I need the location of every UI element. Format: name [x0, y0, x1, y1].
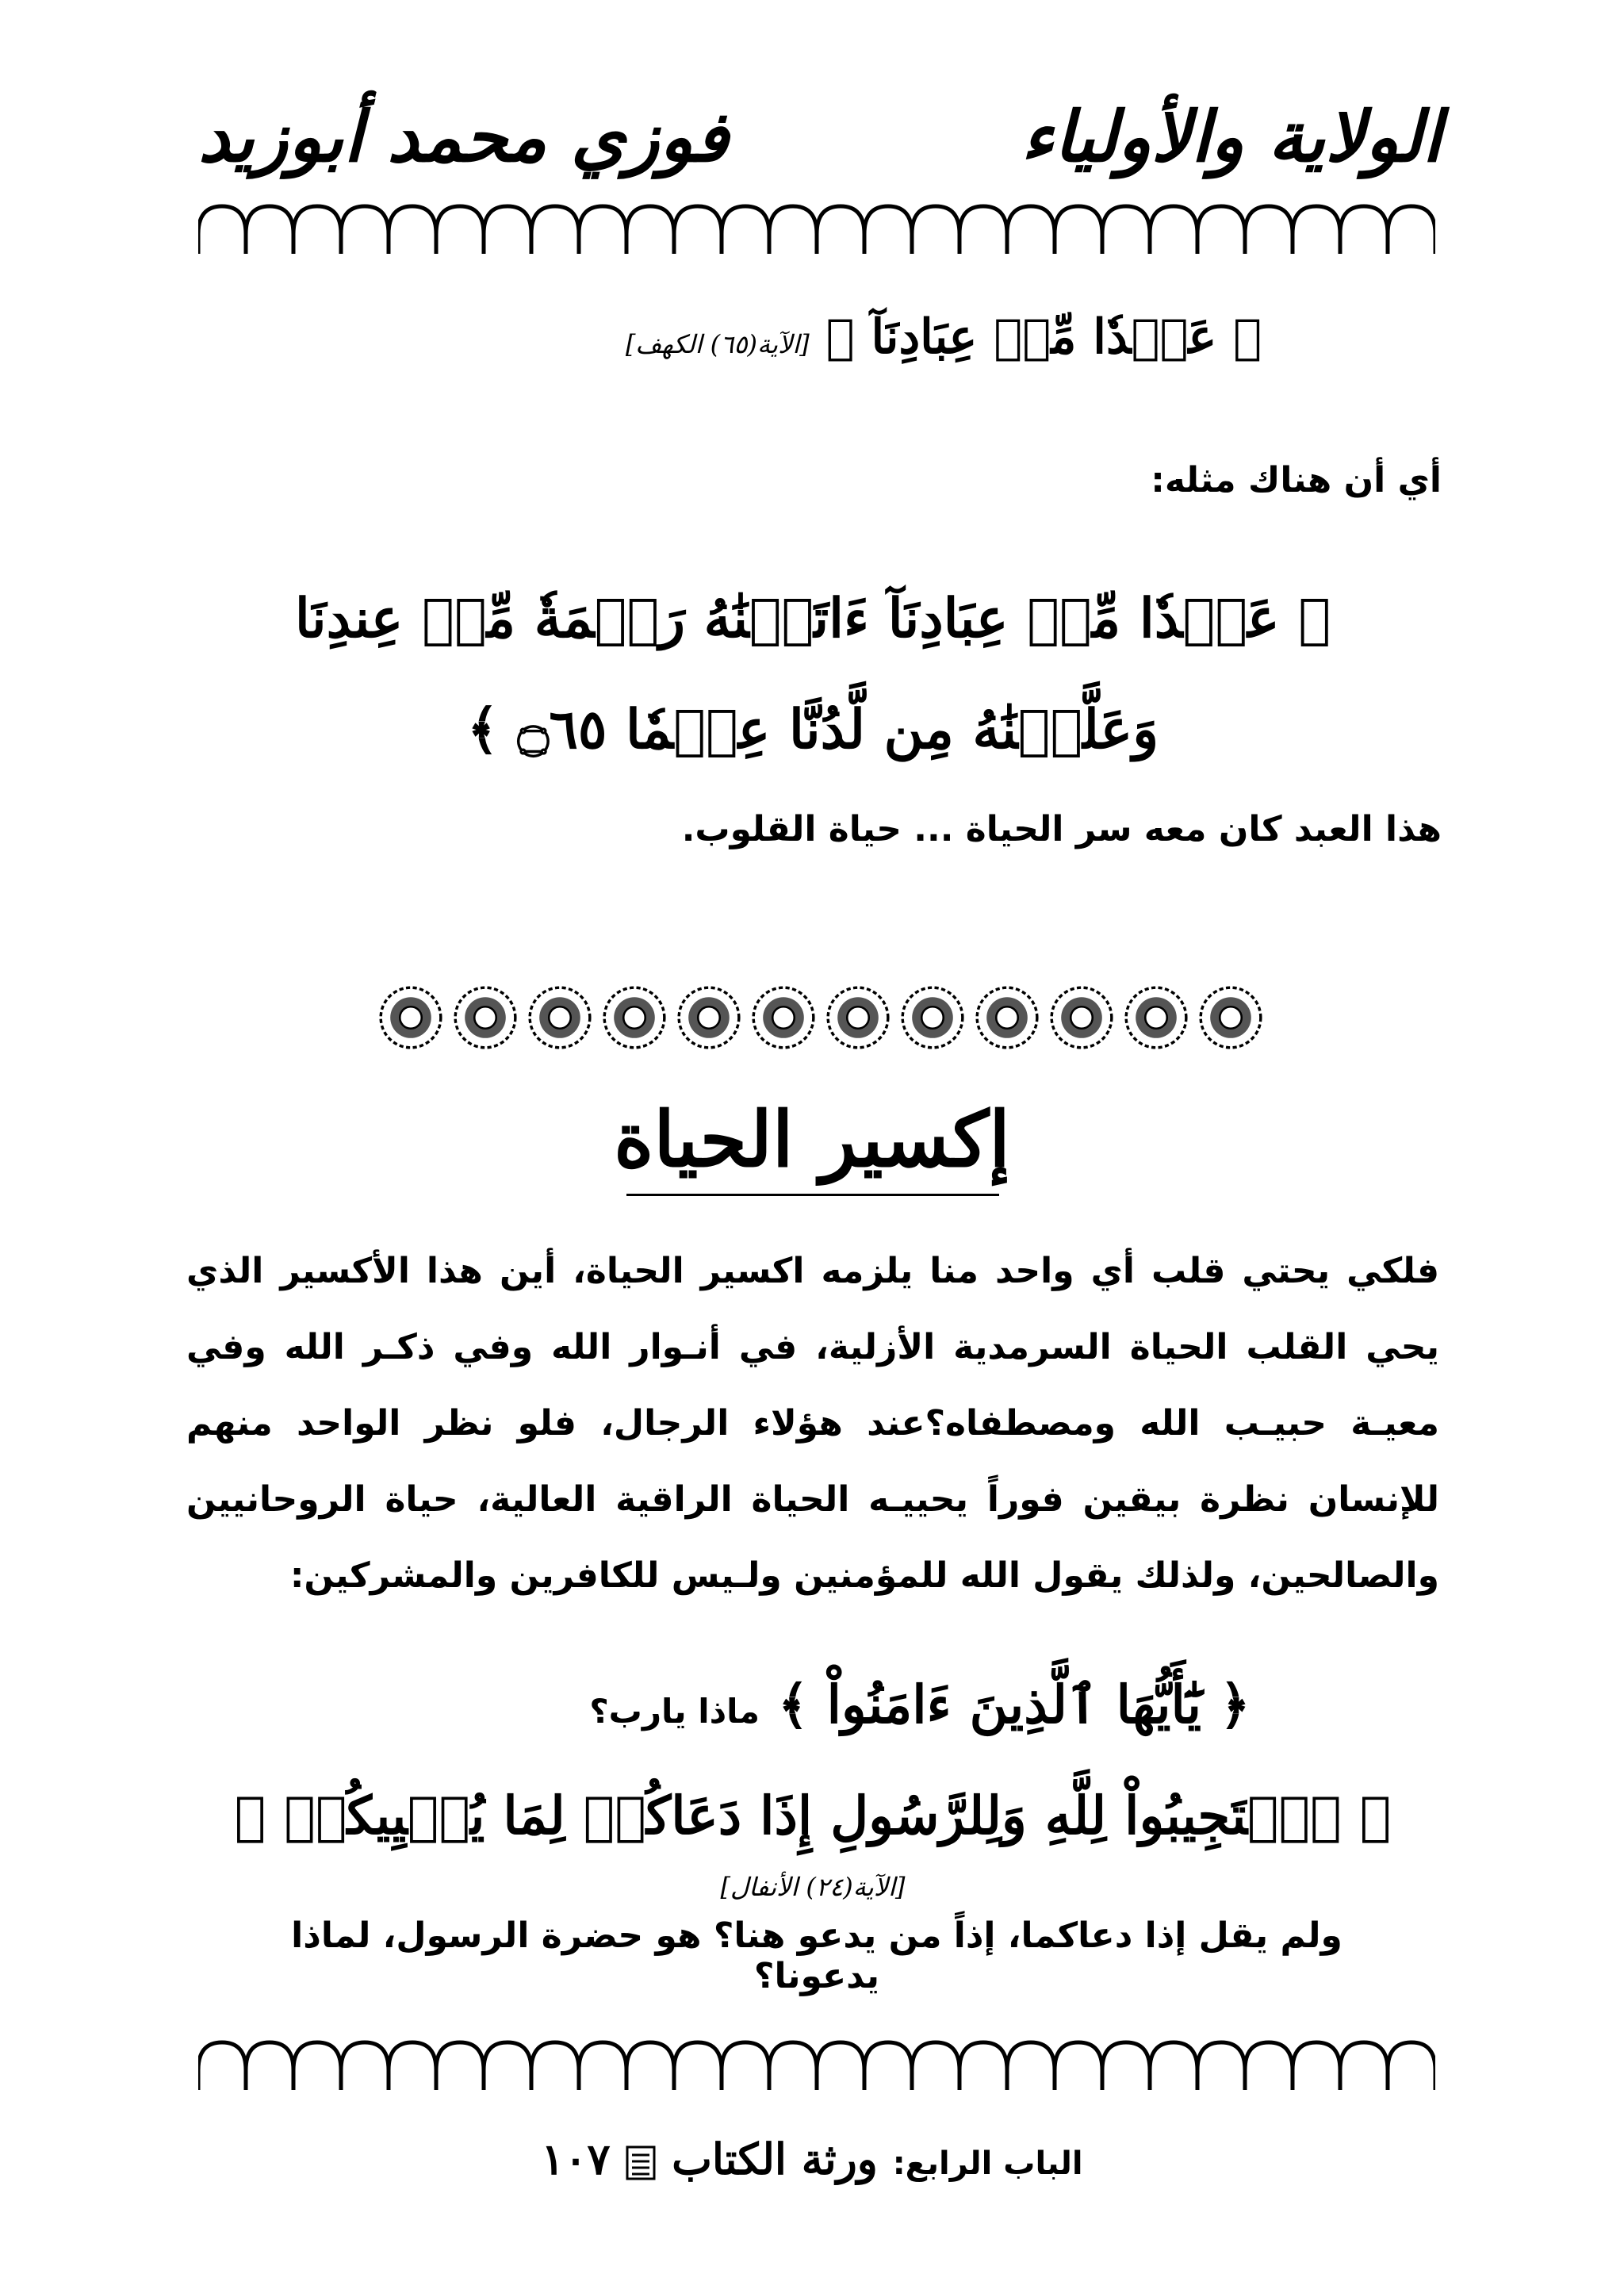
page-footer	[0, 2134, 1624, 2184]
verse-text: ﴿ ٱسۡتَجِيبُواْ لِلَّهِ وَلِلرَّسُولِ إِذَا دَعَاكُمۡ لِمَا يُحۡيِيكُمۡ ﴾	[234, 1785, 1392, 1846]
ornament-icon	[898, 984, 967, 1052]
quran-verse-short	[476, 309, 1411, 365]
ornament-icon	[1048, 984, 1116, 1052]
verse-question: ماذا يارب؟	[589, 1692, 760, 1731]
ornament-icon	[973, 984, 1041, 1052]
verse-text: ﴿ عَبۡدٗا مِّنۡ عِبَادِنَآ ﴾	[825, 309, 1262, 365]
chapter-label: الباب الرابع:	[892, 2145, 1083, 2182]
ornament-icon	[1122, 984, 1190, 1052]
verse-reference: [الآية(٢٤) الأنفال]	[720, 1872, 906, 1902]
quran-verse-call	[444, 1674, 1396, 1735]
servant-line: هذا العبد كان معه سر الحياة ... حياة القلوب.	[681, 809, 1442, 849]
ornament-icon	[824, 984, 892, 1052]
ornament-icon	[600, 984, 668, 1052]
verse-text: ﴿ يَٰٓأَيُّهَا ٱلَّذِينَ ءَامَنُواْ ﴾	[777, 1674, 1251, 1735]
verse-reference: [الآية(٦٥) الكهف]	[625, 329, 810, 359]
ornament-icon	[749, 984, 818, 1052]
ornament-icon	[1197, 984, 1265, 1052]
arch-border-top	[198, 198, 1435, 262]
intro-line: أي أن هناك مثله:	[1151, 460, 1442, 500]
book-icon	[625, 2145, 657, 2181]
quran-verse-respond	[190, 1785, 1435, 1908]
body-paragraph: فلكي يحتي قلب أي واحد منا يلزمه اكسير الحياة، أين هذا الأكسير الذي يحي القلب الحياة السرمدية الأزلية، في أنـوار الله وفي ذكـر الله وفي معيـة حبيـب الله ومصطفاه؟عند هؤلاء الرجال، فلو نظر الواحد منهم للإنسان نظرة بيقين فوراً يحييـه الحياة الراقية العالية، حياة الروحانيين والصالحين، ولذلك يقول الله للمؤمنين ولـيس للكافرين والمشركين:	[186, 1251, 1439, 1596]
section-title: إكسير الحياة	[614, 1095, 1010, 1184]
arch-border-bottom	[198, 2034, 1435, 2098]
ornament-icon	[526, 984, 594, 1052]
footer-section-label: ورثة الكتاب	[672, 2134, 878, 2184]
ornament-icon	[377, 984, 445, 1052]
ornament-icon	[451, 984, 519, 1052]
page-number: ١٠٧	[541, 2134, 611, 2184]
quran-verse-long: ﴿ عَبۡدٗا مِّنۡ عِبَادِنَآ ءَاتَيۡنَٰهُ رَحۡمَةٗ مِّنۡ عِندِنَا وَعَلَّمۡنَٰهُ مِن لَّدُنَّا عِلۡمٗا ۝٦٥ ﴾	[294, 587, 1331, 761]
book-title: الولاية والأولياء	[1021, 95, 1442, 178]
question-line: ولم يقل إذا دعاكما، إذاً من يدعو هنا؟ هو حضرة الرسول، لماذا يدعونا؟	[291, 1915, 1342, 1996]
author-name: فوزي محمد أبوزيد	[198, 95, 729, 178]
ornament-divider	[377, 984, 1265, 1063]
ornament-icon	[675, 984, 743, 1052]
title-underline	[626, 1194, 999, 1196]
